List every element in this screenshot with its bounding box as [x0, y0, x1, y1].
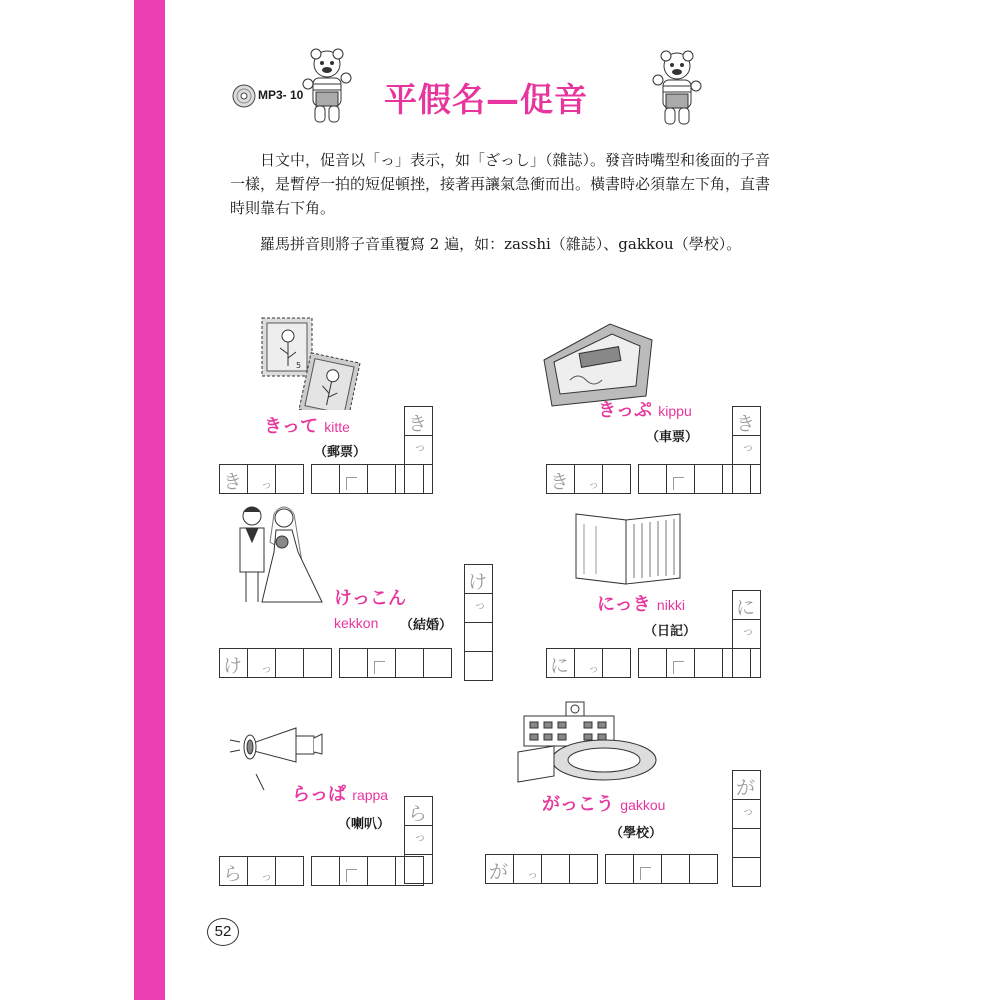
- kana-word: がっこう: [542, 794, 614, 815]
- practice-cell[interactable]: [689, 854, 718, 884]
- romaji: kekkon: [334, 615, 379, 631]
- practice-cell[interactable]: [367, 464, 396, 494]
- practice-cell[interactable]: [602, 648, 631, 678]
- word-meaning: （結婚）: [400, 618, 453, 633]
- practice-cell[interactable]: き: [546, 464, 575, 494]
- horizontal-practice-grid[interactable]: [485, 854, 717, 884]
- vertical-practice-grid[interactable]: [404, 796, 433, 883]
- practice-cell[interactable]: [367, 856, 396, 886]
- word-label: [542, 790, 665, 816]
- practice-cell[interactable]: き: [404, 406, 433, 436]
- practice-cell[interactable]: [732, 464, 761, 494]
- stamp-price-text: 5: [296, 361, 302, 370]
- intro-text: [230, 148, 770, 256]
- cd-icon: [232, 84, 256, 108]
- practice-cell[interactable]: [311, 464, 340, 494]
- practice-cell[interactable]: [666, 648, 695, 678]
- bear-mascot-icon: [650, 50, 704, 128]
- horizontal-practice-grid[interactable]: [546, 464, 750, 494]
- word-meaning: （日記）: [644, 624, 697, 639]
- practice-cell[interactable]: っ: [732, 619, 761, 649]
- practice-cell[interactable]: [633, 854, 662, 884]
- practice-cell[interactable]: に: [732, 590, 761, 620]
- page-number: 52: [207, 918, 239, 946]
- practice-cell[interactable]: け: [464, 564, 493, 594]
- practice-cell[interactable]: [602, 464, 631, 494]
- practice-cell[interactable]: [339, 856, 368, 886]
- vertical-practice-grid[interactable]: [732, 770, 761, 886]
- vertical-practice-grid[interactable]: [404, 406, 433, 493]
- stamps-illustration: [258, 314, 374, 410]
- horizontal-practice-grid[interactable]: [546, 648, 750, 678]
- romaji: kippu: [658, 403, 692, 419]
- page-title: 平假名—促音: [384, 80, 588, 119]
- vertical-practice-grid[interactable]: [732, 406, 761, 493]
- practice-cell[interactable]: [311, 856, 340, 886]
- practice-cell[interactable]: ら: [404, 796, 433, 826]
- practice-cell[interactable]: [605, 854, 634, 884]
- romaji: gakkou: [620, 797, 666, 813]
- vertical-practice-grid[interactable]: [464, 564, 493, 680]
- practice-cell[interactable]: [395, 648, 424, 678]
- practice-cell[interactable]: [303, 648, 332, 678]
- practice-cell[interactable]: っ: [247, 856, 276, 886]
- practice-cell[interactable]: [275, 856, 304, 886]
- word-label: [597, 590, 685, 616]
- practice-cell[interactable]: っ: [574, 648, 603, 678]
- wedding-couple-illustration: [222, 502, 332, 606]
- practice-cell[interactable]: [732, 648, 761, 678]
- kana-word: きっぷ: [598, 400, 652, 421]
- word-meaning: （喇叭）: [338, 817, 391, 832]
- horizontal-practice-grid[interactable]: [219, 648, 451, 678]
- practice-cell[interactable]: ら: [219, 856, 248, 886]
- kana-word: けっこん: [334, 588, 406, 609]
- bear-mascot-icon: [300, 48, 354, 126]
- kana-word: にっき: [597, 594, 651, 615]
- word-label: [292, 780, 388, 806]
- practice-cell[interactable]: [694, 648, 723, 678]
- practice-cell[interactable]: っ: [247, 648, 276, 678]
- word-label: [264, 412, 350, 438]
- practice-cell[interactable]: [569, 854, 598, 884]
- practice-cell[interactable]: [339, 464, 368, 494]
- practice-cell[interactable]: っ: [574, 464, 603, 494]
- practice-cell[interactable]: [661, 854, 690, 884]
- practice-cell[interactable]: [367, 648, 396, 678]
- audio-track-label: MP3- 10: [258, 88, 304, 102]
- practice-cell[interactable]: [404, 464, 433, 494]
- romaji: rappa: [352, 787, 389, 803]
- practice-cell[interactable]: [275, 464, 304, 494]
- practice-cell[interactable]: [638, 648, 667, 678]
- practice-cell[interactable]: が: [732, 770, 761, 800]
- practice-cell[interactable]: [638, 464, 667, 494]
- practice-cell[interactable]: [541, 854, 570, 884]
- word-meaning: （學校）: [610, 826, 663, 841]
- practice-cell[interactable]: っ: [732, 435, 761, 465]
- practice-cell[interactable]: [404, 854, 433, 884]
- practice-cell[interactable]: っ: [464, 593, 493, 623]
- practice-cell[interactable]: [464, 622, 493, 652]
- word-meaning: （車票）: [646, 430, 699, 445]
- practice-cell[interactable]: [275, 648, 304, 678]
- romaji: nikki: [656, 597, 685, 613]
- school-illustration: [514, 696, 662, 786]
- practice-cell[interactable]: [732, 857, 761, 887]
- kana-word: きって: [264, 416, 318, 437]
- practice-cell[interactable]: [694, 464, 723, 494]
- practice-cell[interactable]: っ: [404, 825, 433, 855]
- practice-cell[interactable]: っ: [247, 464, 276, 494]
- practice-cell[interactable]: に: [546, 648, 575, 678]
- horizontal-practice-grid[interactable]: [219, 464, 423, 494]
- diary-book-illustration: [572, 508, 684, 588]
- romaji: kitte: [324, 419, 350, 435]
- practice-cell[interactable]: っ: [404, 435, 433, 465]
- word-meaning: （郵票）: [314, 445, 367, 460]
- practice-cell[interactable]: き: [219, 464, 248, 494]
- practice-cell[interactable]: が: [485, 854, 514, 884]
- word-label: [598, 396, 692, 422]
- practice-cell[interactable]: け: [219, 648, 248, 678]
- vertical-practice-grid[interactable]: [732, 590, 761, 677]
- practice-cell[interactable]: き: [732, 406, 761, 436]
- word-label: [334, 612, 378, 633]
- intro-paragraph: 羅馬拼音則將子音重覆寫 2 遍，如：zasshi（雜誌）、gakkou（學校）。: [260, 235, 742, 253]
- practice-cell[interactable]: [423, 648, 452, 678]
- side-color-band: [134, 0, 165, 1000]
- practice-cell[interactable]: っ: [732, 799, 761, 829]
- practice-cell[interactable]: [464, 651, 493, 681]
- intro-paragraph: 日文中，促音以「っ」表示，如「ざっし」（雜誌）。發音時嘴型和後面的子音一樣，是暫停一拍的短促頓挫，接著再讓氣急衝而出。橫書時必須靠左下角，直書時則靠右下角。: [230, 151, 771, 217]
- practice-cell[interactable]: っ: [513, 854, 542, 884]
- word-label: [334, 584, 406, 610]
- practice-cell[interactable]: [732, 828, 761, 858]
- kana-word: らっぱ: [292, 784, 346, 805]
- horizontal-practice-grid[interactable]: [219, 856, 423, 886]
- practice-cell[interactable]: [666, 464, 695, 494]
- practice-cell[interactable]: [339, 648, 368, 678]
